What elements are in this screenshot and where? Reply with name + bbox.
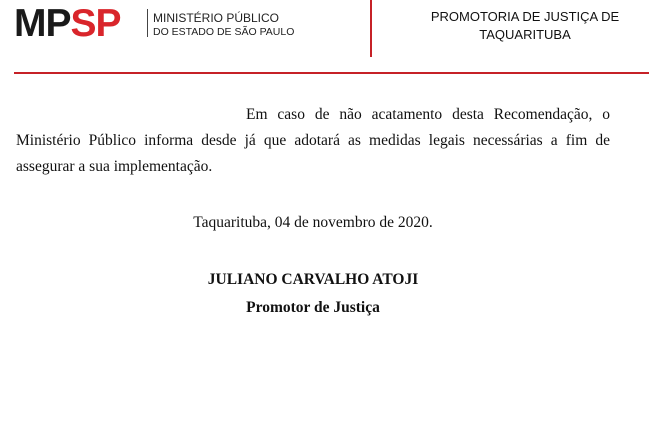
organization-name [153,11,294,39]
office-name [400,8,650,44]
organization-line-2: DO ESTADO DE SÃO PAULO [153,26,295,38]
logo-mp-text: MP [14,2,71,45]
header-vertical-rule [370,0,372,57]
organization-line-1: MINISTÉRIO PÚBLICO [153,11,280,25]
office-line-2: TAQUARITUBA [479,27,571,42]
body-paragraph: Em caso de não acatamento desta Recomendação, o Ministério Público informa desde já que adotará as medidas legais necessárias a fim de assegurar a sua implementação. [16,106,610,175]
document-header [0,0,651,70]
place-date: Taquarituba, 04 de novembro de 2020. [193,214,433,231]
logo-divider [147,9,148,37]
signer-role: Promotor de Justiça [246,299,380,316]
signer-name: JULIANO CARVALHO ATOJI [207,271,419,288]
logo-sp-text: SP [70,2,121,45]
header-horizontal-rule [14,72,649,74]
office-line-1: PROMOTORIA DE JUSTIÇA DE [430,9,620,24]
mpsp-logo [14,4,121,43]
